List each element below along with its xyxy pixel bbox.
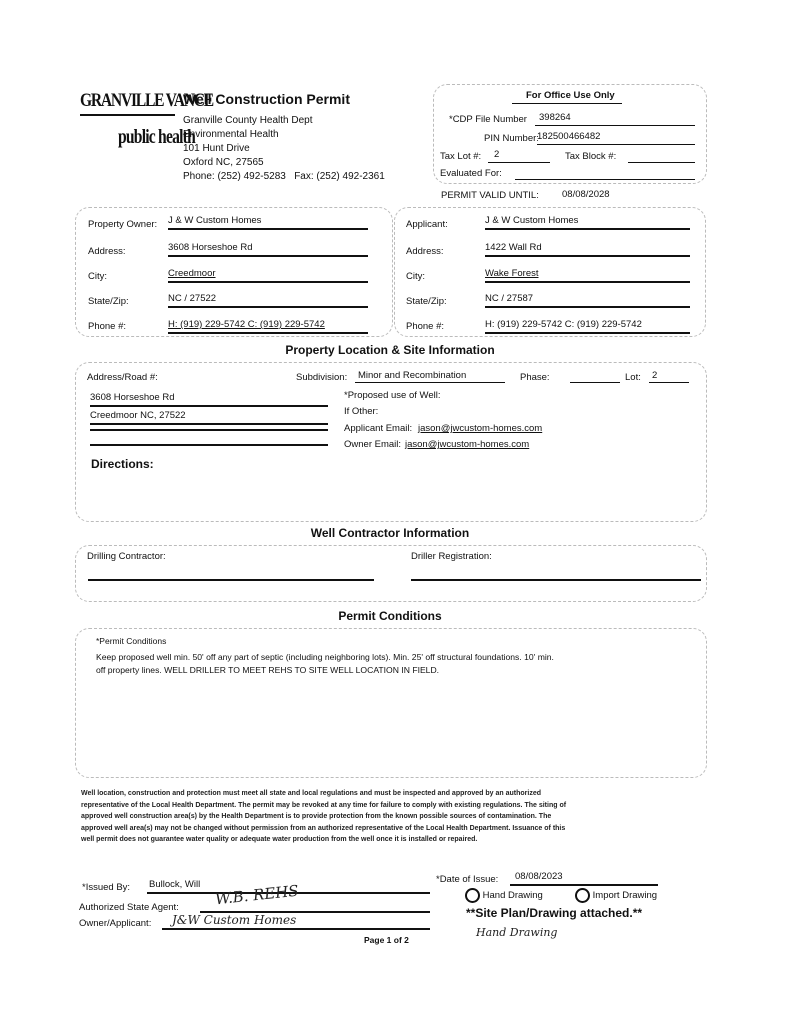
proposed-use-label: *Proposed use of Well: xyxy=(344,390,441,401)
drilling-contractor-field[interactable] xyxy=(88,577,374,581)
owner-city-field[interactable] xyxy=(168,268,368,283)
tax-block-label: Tax Block #: xyxy=(565,151,617,162)
date-of-issue-label: *Date of Issue: xyxy=(436,874,499,885)
date-of-issue-field[interactable] xyxy=(510,871,658,886)
applicant-phone-value: H: (919) 229-5742 C: (919) 229-5742 xyxy=(485,319,642,330)
lot-field[interactable] xyxy=(649,370,689,383)
lot-label: Lot: xyxy=(625,372,641,383)
tax-lot-value: 2 xyxy=(494,149,500,160)
legal-line-5: well permit does not guarantee water quality or adequate water production from the well once it is installed or repaired. xyxy=(81,836,478,844)
valid-until-label: PERMIT VALID UNTIL: xyxy=(441,190,539,201)
subdivision-label: Subdivision: xyxy=(296,372,348,383)
dept-street: 101 Hunt Drive xyxy=(183,143,250,154)
evaluated-for-label: Evaluated For: xyxy=(440,168,502,179)
site-address-line2-value: Creedmoor NC, 27522 xyxy=(90,410,186,421)
dept-city: Oxford NC, 27565 xyxy=(183,157,264,168)
applicant-phone-label: Phone #: xyxy=(406,321,445,332)
owner-statezip-value: NC / 27522 xyxy=(168,293,217,304)
cdp-field[interactable] xyxy=(535,112,695,126)
site-address-line3[interactable] xyxy=(90,427,328,431)
conditions-label: *Permit Conditions xyxy=(96,636,167,646)
site-address-line2[interactable] xyxy=(90,410,328,425)
legal-notice xyxy=(81,788,711,846)
cdp-label: *CDP File Number xyxy=(449,114,527,125)
legal-line-4: approved well area(s) may not be changed without permission from an authorized representative of the Local Health Department. Issuance of this xyxy=(81,824,566,832)
dept-name: Granville County Health Dept xyxy=(183,115,313,126)
applicant-field[interactable] xyxy=(485,215,690,230)
applicant-statezip-label: State/Zip: xyxy=(406,296,447,307)
pin-label: PIN Number: xyxy=(484,133,539,144)
owner-city-label: City: xyxy=(88,271,107,282)
owner-applicant-label: Owner/Applicant: xyxy=(79,918,152,929)
conditions-box xyxy=(75,628,707,778)
owner-phone-value: H: (919) 229-5742 C: (919) 229-5742 xyxy=(168,319,325,330)
owner-signature: J&W Custom Homes xyxy=(172,913,297,927)
issued-by-label: *Issued By: xyxy=(82,882,131,893)
legal-line-3: approved well construction area(s) by the Health Department is to provide protection from the known possible sources of contamination. The xyxy=(81,813,552,821)
page-title: Well Construction Permit xyxy=(183,91,350,107)
applicant-address-field[interactable] xyxy=(485,242,690,257)
address-road-label: Address/Road #: xyxy=(87,372,158,383)
contractor-box xyxy=(75,545,707,602)
agency-logo-text: GRANVILLE VANCE xyxy=(80,90,213,111)
subdivision-value: Minor and Recombination xyxy=(358,370,467,381)
tax-lot-field[interactable] xyxy=(488,149,550,163)
import-drawing-option[interactable] xyxy=(575,888,657,903)
owner-address-value: 3608 Horseshoe Rd xyxy=(168,242,253,253)
office-use-heading-rule xyxy=(512,103,622,104)
owner-email-label: Owner Email: xyxy=(344,439,402,450)
owner-address-label: Address: xyxy=(88,246,126,257)
dept-phone-fax: Phone: (252) 492-5283 Fax: (252) 492-2361 xyxy=(183,171,385,182)
applicant-value: J & W Custom Homes xyxy=(485,215,579,226)
owner-statezip-field[interactable] xyxy=(168,293,368,308)
owner-statezip-label: State/Zip: xyxy=(88,296,129,307)
owner-label: Property Owner: xyxy=(88,219,158,230)
subdivision-field[interactable] xyxy=(355,370,505,383)
applicant-address-label: Address: xyxy=(406,246,444,257)
driller-registration-field[interactable] xyxy=(411,577,701,581)
owner-phone-field[interactable] xyxy=(168,319,368,334)
applicant-label: Applicant: xyxy=(406,219,448,230)
drilling-contractor-label: Drilling Contractor: xyxy=(87,551,166,562)
owner-phone-label: Phone #: xyxy=(88,321,127,332)
office-use-heading: For Office Use Only xyxy=(526,90,615,101)
valid-until-value: 08/08/2028 xyxy=(562,189,610,200)
issued-by-value: Bullock, Will xyxy=(149,879,201,890)
logo-underline xyxy=(80,114,175,116)
owner-address-field[interactable] xyxy=(168,242,368,257)
directions-label: Directions: xyxy=(91,457,154,471)
tax-block-field[interactable] xyxy=(628,149,695,163)
applicant-phone-field[interactable] xyxy=(485,319,690,334)
legal-line-2: representative of the Local Health Department. The permit may be revoked at any time for failure to comply with existing regulations. The siting of xyxy=(81,801,567,809)
owner-email-link[interactable]: jason@jwcustom-homes.com xyxy=(405,439,530,450)
if-other-label: If Other: xyxy=(344,406,379,417)
agent-signature: W.B. REHS xyxy=(214,881,300,909)
hand-drawing-radio-icon[interactable] xyxy=(465,888,480,903)
import-drawing-label: Import Drawing xyxy=(592,890,658,901)
owner-value: J & W Custom Homes xyxy=(168,215,262,226)
division-name: Environmental Health xyxy=(183,129,279,140)
evaluated-for-field[interactable] xyxy=(515,166,695,180)
applicant-city-field[interactable] xyxy=(485,268,690,283)
handwritten-drawing-note: Hand Drawing xyxy=(476,926,558,939)
site-address-line1-value: 3608 Horseshoe Rd xyxy=(90,392,175,403)
agency-logo-subtext: public health xyxy=(118,126,195,148)
conditions-text-line2: off property lines. WELL DRILLER TO MEET REHS TO SITE WELL LOCATION IN FIELD. xyxy=(96,665,440,675)
applicant-city-value: Wake Forest xyxy=(485,268,539,279)
conditions-text-line1: Keep proposed well min. 50' off any part of septic (including neighboring lots). Min. 25' off structural foundations. 10' min. xyxy=(96,652,554,662)
applicant-city-label: City: xyxy=(406,271,425,282)
applicant-statezip-field[interactable] xyxy=(485,293,690,308)
pin-value: 182500466482 xyxy=(537,131,601,142)
hand-drawing-option[interactable] xyxy=(465,888,543,903)
applicant-email-link[interactable]: jason@jwcustom-homes.com xyxy=(418,423,543,434)
site-address-line1[interactable] xyxy=(90,392,328,407)
site-address-line4[interactable] xyxy=(90,442,328,446)
legal-line-1: Well location, construction and protection must meet all state and local regulations and must be inspected and approved by an authorized xyxy=(81,790,542,797)
pin-field[interactable] xyxy=(537,131,695,145)
date-of-issue-value: 08/08/2023 xyxy=(515,871,563,882)
import-drawing-radio-icon[interactable] xyxy=(575,888,590,903)
applicant-statezip-value: NC / 27587 xyxy=(485,293,534,304)
authorized-agent-label: Authorized State Agent: xyxy=(79,902,179,913)
conditions-section-title: Permit Conditions xyxy=(338,609,442,623)
hand-drawing-label: Hand Drawing xyxy=(482,890,543,901)
applicant-email-label: Applicant Email: xyxy=(344,423,413,434)
owner-field[interactable] xyxy=(168,215,368,230)
contractor-section-title: Well Contractor Information xyxy=(310,526,470,540)
cdp-value: 398264 xyxy=(539,112,571,123)
driller-registration-label: Driller Registration: xyxy=(411,551,492,562)
owner-city-value: Creedmoor xyxy=(168,268,216,279)
lot-value: 2 xyxy=(652,370,658,381)
site-section-title: Property Location & Site Information xyxy=(285,343,495,357)
page-number: Page 1 of 2 xyxy=(364,935,409,945)
phase-label: Phase: xyxy=(520,372,550,383)
phase-field[interactable] xyxy=(570,370,620,383)
tax-lot-label: Tax Lot #: xyxy=(440,151,482,162)
applicant-address-value: 1422 Wall Rd xyxy=(485,242,542,253)
site-plan-note: **Site Plan/Drawing attached.** xyxy=(466,906,643,920)
